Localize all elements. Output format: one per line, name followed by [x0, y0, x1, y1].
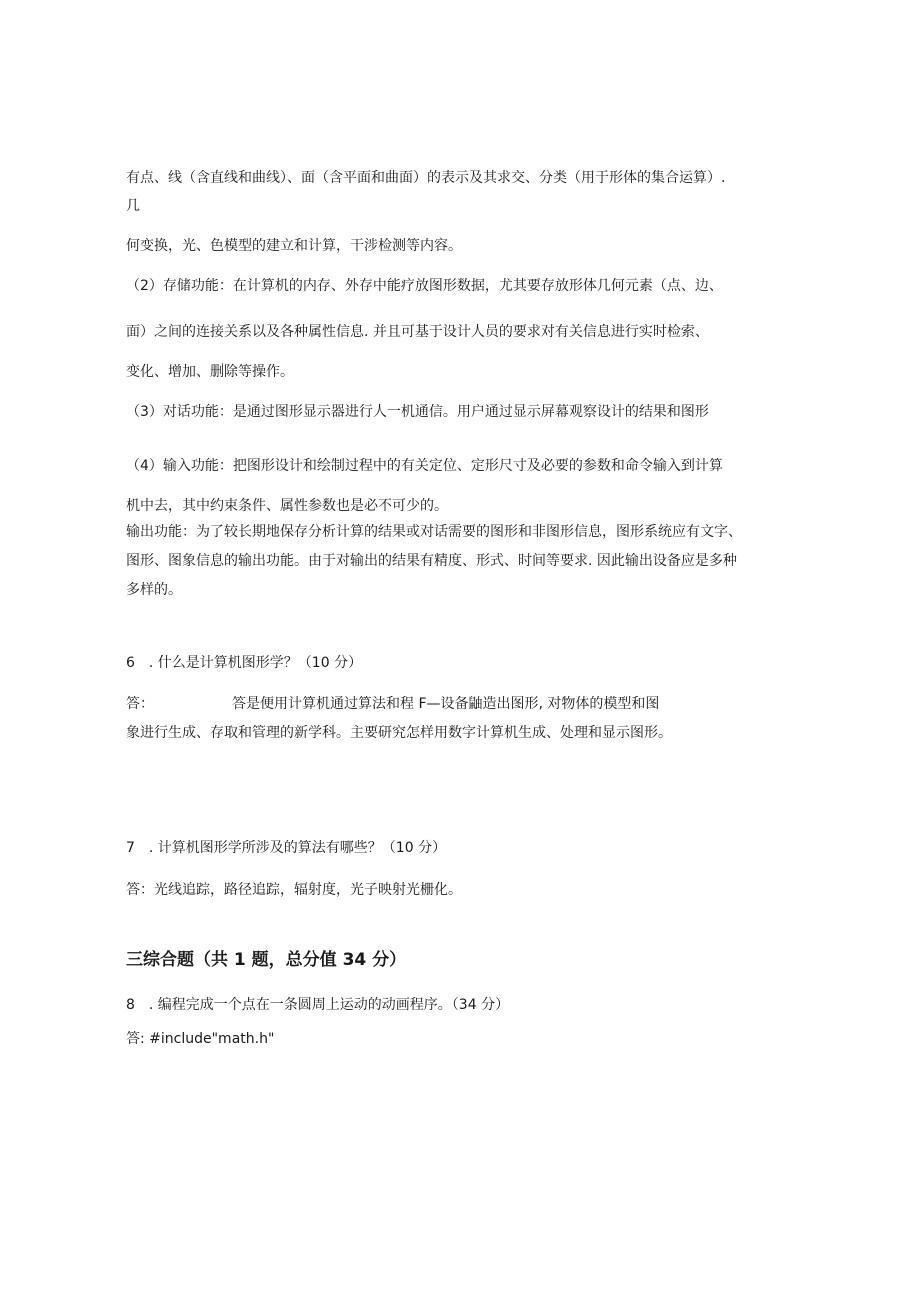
text-line: 面）之间的连接关系以及各种属性信息. 并且可基于设计人员的要求对有关信息进行实时检索、	[126, 324, 709, 340]
text-line: 何变换，光、色模型的建立和计算，干涉检测等内容。	[126, 238, 462, 254]
answer-line: 象进行生成、存取和管理的新学科。主要研究怎样用数字计算机生成、处理和显示图形。	[126, 725, 672, 741]
text-line: （3）对话功能：是通过图形显示器进行人一机通信。用户通过显示屏幕观察设计的结果和图形	[126, 404, 709, 420]
answer-line: 答: #include"math.h"	[126, 1031, 275, 1047]
text-line: 几	[126, 198, 140, 214]
answer-text: 答是便用计算机通过算法和程 F—设备鼬造出图形, 对物体的模型和图	[232, 696, 660, 712]
section-heading: 三综合题（共 1 题，总分值 34 分）	[126, 950, 407, 970]
text-line: 变化、增加、删除等操作。	[126, 364, 294, 380]
text-line: 有点、线（含直线和曲线）、面（含平面和曲面）的表示及其求交、分类（用于形体的集合运算）.	[126, 170, 726, 186]
text-line: 图形、图象信息的输出功能。由于对输出的结果有精度、形式、时间等要求. 因此输出设备应是多种	[126, 553, 737, 569]
question-text: 8 . 编程完成一个点在一条圆周上运动的动画程序。（34 分）	[126, 997, 510, 1013]
text-line: 多样的。	[126, 582, 182, 598]
text-line: （2）存储功能：在计算机的内存、外存中能疗放图形数据，尤其要存放形体几何元素（点、边、	[126, 278, 723, 294]
text-line: （4）输入功能：把图形设计和绘制过程中的有关定位、定形尺寸及必要的参数和命令输入到计算	[126, 458, 723, 474]
text-line: 输出功能：为了较长期地保存分析计算的结果或对话需要的图形和非图形信息，图形系统应有文字、	[126, 524, 742, 540]
question-text: 7 . 计算机图形学所涉及的算法有哪些？（10 分）	[126, 840, 447, 856]
answer-label: 答：	[126, 696, 154, 712]
answer-line	[126, 694, 659, 714]
question-text: 6 . 什么是计算机图形学？（10 分）	[126, 655, 363, 671]
answer-line: 答：光线追踪，路径追踪，辐射度，光子映射光栅化。	[126, 882, 462, 898]
text-line: 机中去，其中约束条件、属性参数也是必不可少的。	[126, 498, 448, 514]
